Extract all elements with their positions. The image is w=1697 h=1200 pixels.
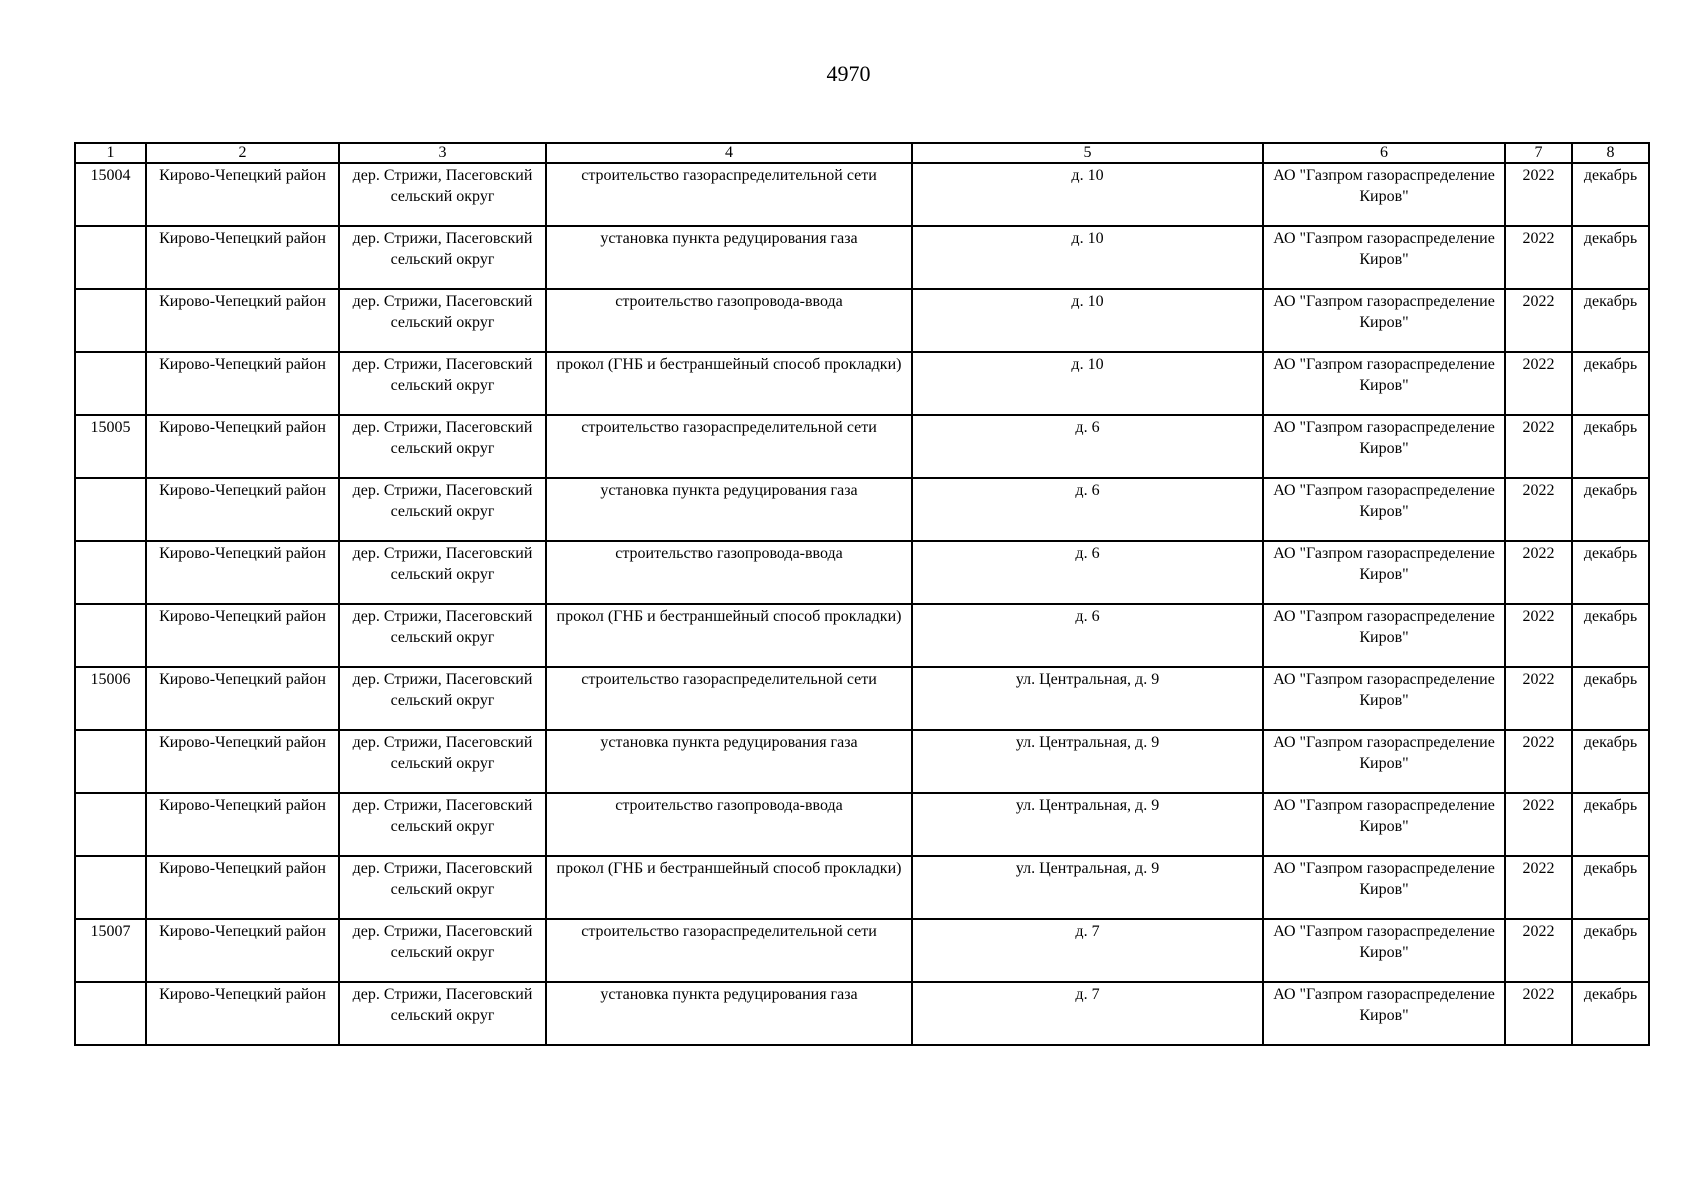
object-id-cell: [75, 856, 146, 919]
operator-cell: АО "Газпром газораспределение Киров": [1263, 478, 1505, 541]
work-type-cell: строительство газораспределительной сети: [546, 163, 912, 226]
operator-cell: АО "Газпром газораспределение Киров": [1263, 982, 1505, 1045]
month-cell: декабрь: [1572, 289, 1649, 352]
operator-cell: АО "Газпром газораспределение Киров": [1263, 730, 1505, 793]
operator-cell: АО "Газпром газораспределение Киров": [1263, 541, 1505, 604]
table-row: [75, 352, 1649, 415]
year-cell: 2022: [1505, 982, 1572, 1045]
district-cell: Кирово-Чепецкий район: [146, 352, 339, 415]
work-type-cell: строительство газораспределительной сети: [546, 667, 912, 730]
column-header: 6: [1263, 143, 1505, 163]
district-cell: Кирово-Чепецкий район: [146, 415, 339, 478]
address-cell: д. 10: [912, 226, 1263, 289]
table-row: [75, 415, 1649, 478]
year-cell: 2022: [1505, 352, 1572, 415]
month-cell: декабрь: [1572, 793, 1649, 856]
object-id-cell: [75, 793, 146, 856]
object-id-cell: [75, 541, 146, 604]
month-cell: декабрь: [1572, 856, 1649, 919]
object-id-cell: [75, 478, 146, 541]
district-cell: Кирово-Чепецкий район: [146, 604, 339, 667]
table-row: [75, 289, 1649, 352]
page-number: 4970: [826, 61, 871, 86]
operator-cell: АО "Газпром газораспределение Киров": [1263, 604, 1505, 667]
month-cell: декабрь: [1572, 163, 1649, 226]
year-cell: 2022: [1505, 289, 1572, 352]
object-id-cell: [75, 982, 146, 1045]
operator-cell: АО "Газпром газораспределение Киров": [1263, 793, 1505, 856]
table-row: [75, 541, 1649, 604]
address-cell: д. 6: [912, 478, 1263, 541]
gasification-table: [74, 142, 1650, 1046]
column-header: 7: [1505, 143, 1572, 163]
year-cell: 2022: [1505, 730, 1572, 793]
month-cell: декабрь: [1572, 919, 1649, 982]
table-row: [75, 226, 1649, 289]
locality-cell: дер. Стрижи, Пасеговский сельский округ: [339, 541, 546, 604]
year-cell: 2022: [1505, 919, 1572, 982]
column-header: 2: [146, 143, 339, 163]
column-header: 3: [339, 143, 546, 163]
column-header: 1: [75, 143, 146, 163]
object-id-cell: 15005: [75, 415, 146, 478]
address-cell: д. 7: [912, 982, 1263, 1045]
work-type-cell: установка пункта редуцирования газа: [546, 730, 912, 793]
address-cell: ул. Центральная, д. 9: [912, 856, 1263, 919]
column-header: 5: [912, 143, 1263, 163]
operator-cell: АО "Газпром газораспределение Киров": [1263, 289, 1505, 352]
work-type-cell: строительство газораспределительной сети: [546, 415, 912, 478]
address-cell: ул. Центральная, д. 9: [912, 730, 1263, 793]
locality-cell: дер. Стрижи, Пасеговский сельский округ: [339, 919, 546, 982]
year-cell: 2022: [1505, 856, 1572, 919]
address-cell: д. 10: [912, 163, 1263, 226]
object-id-cell: [75, 604, 146, 667]
locality-cell: дер. Стрижи, Пасеговский сельский округ: [339, 856, 546, 919]
locality-cell: дер. Стрижи, Пасеговский сельский округ: [339, 730, 546, 793]
operator-cell: АО "Газпром газораспределение Киров": [1263, 352, 1505, 415]
year-cell: 2022: [1505, 226, 1572, 289]
locality-cell: дер. Стрижи, Пасеговский сельский округ: [339, 163, 546, 226]
district-cell: Кирово-Чепецкий район: [146, 730, 339, 793]
district-cell: Кирово-Чепецкий район: [146, 667, 339, 730]
month-cell: декабрь: [1572, 478, 1649, 541]
month-cell: декабрь: [1572, 541, 1649, 604]
district-cell: Кирово-Чепецкий район: [146, 793, 339, 856]
table-row: [75, 667, 1649, 730]
table-row: [75, 604, 1649, 667]
work-type-cell: строительство газопровода-ввода: [546, 289, 912, 352]
table-row: [75, 793, 1649, 856]
district-cell: Кирово-Чепецкий район: [146, 856, 339, 919]
year-cell: 2022: [1505, 415, 1572, 478]
year-cell: 2022: [1505, 163, 1572, 226]
locality-cell: дер. Стрижи, Пасеговский сельский округ: [339, 667, 546, 730]
operator-cell: АО "Газпром газораспределение Киров": [1263, 856, 1505, 919]
district-cell: Кирово-Чепецкий район: [146, 478, 339, 541]
object-id-cell: 15006: [75, 667, 146, 730]
address-cell: д. 10: [912, 289, 1263, 352]
object-id-cell: [75, 352, 146, 415]
year-cell: 2022: [1505, 604, 1572, 667]
locality-cell: дер. Стрижи, Пасеговский сельский округ: [339, 982, 546, 1045]
address-cell: д. 6: [912, 541, 1263, 604]
address-cell: ул. Центральная, д. 9: [912, 667, 1263, 730]
month-cell: декабрь: [1572, 352, 1649, 415]
month-cell: декабрь: [1572, 667, 1649, 730]
table-row: [75, 856, 1649, 919]
locality-cell: дер. Стрижи, Пасеговский сельский округ: [339, 793, 546, 856]
locality-cell: дер. Стрижи, Пасеговский сельский округ: [339, 352, 546, 415]
locality-cell: дер. Стрижи, Пасеговский сельский округ: [339, 415, 546, 478]
column-header: 8: [1572, 143, 1649, 163]
month-cell: декабрь: [1572, 226, 1649, 289]
district-cell: Кирово-Чепецкий район: [146, 541, 339, 604]
table-row: [75, 730, 1649, 793]
district-cell: Кирово-Чепецкий район: [146, 982, 339, 1045]
work-type-cell: строительство газораспределительной сети: [546, 919, 912, 982]
district-cell: Кирово-Чепецкий район: [146, 163, 339, 226]
operator-cell: АО "Газпром газораспределение Киров": [1263, 667, 1505, 730]
table-row: [75, 478, 1649, 541]
month-cell: декабрь: [1572, 415, 1649, 478]
operator-cell: АО "Газпром газораспределение Киров": [1263, 919, 1505, 982]
header-row: [75, 143, 1649, 163]
operator-cell: АО "Газпром газораспределение Киров": [1263, 415, 1505, 478]
locality-cell: дер. Стрижи, Пасеговский сельский округ: [339, 289, 546, 352]
column-header: 4: [546, 143, 912, 163]
table-row: [75, 919, 1649, 982]
object-id-cell: 15007: [75, 919, 146, 982]
year-cell: 2022: [1505, 478, 1572, 541]
table-row: [75, 163, 1649, 226]
table-body: [75, 163, 1649, 1045]
address-cell: ул. Центральная, д. 9: [912, 793, 1263, 856]
operator-cell: АО "Газпром газораспределение Киров": [1263, 226, 1505, 289]
district-cell: Кирово-Чепецкий район: [146, 289, 339, 352]
district-cell: Кирово-Чепецкий район: [146, 919, 339, 982]
district-cell: Кирово-Чепецкий район: [146, 226, 339, 289]
work-type-cell: установка пункта редуцирования газа: [546, 982, 912, 1045]
month-cell: декабрь: [1572, 730, 1649, 793]
work-type-cell: прокол (ГНБ и бестраншейный способ прокладки): [546, 352, 912, 415]
work-type-cell: строительство газопровода-ввода: [546, 541, 912, 604]
object-id-cell: 15004: [75, 163, 146, 226]
year-cell: 2022: [1505, 793, 1572, 856]
work-type-cell: установка пункта редуцирования газа: [546, 478, 912, 541]
address-cell: д. 7: [912, 919, 1263, 982]
work-type-cell: строительство газопровода-ввода: [546, 793, 912, 856]
work-type-cell: прокол (ГНБ и бестраншейный способ прокладки): [546, 604, 912, 667]
object-id-cell: [75, 730, 146, 793]
operator-cell: АО "Газпром газораспределение Киров": [1263, 163, 1505, 226]
locality-cell: дер. Стрижи, Пасеговский сельский округ: [339, 478, 546, 541]
year-cell: 2022: [1505, 541, 1572, 604]
address-cell: д. 6: [912, 604, 1263, 667]
year-cell: 2022: [1505, 667, 1572, 730]
address-cell: д. 6: [912, 415, 1263, 478]
work-type-cell: прокол (ГНБ и бестраншейный способ прокладки): [546, 856, 912, 919]
locality-cell: дер. Стрижи, Пасеговский сельский округ: [339, 604, 546, 667]
object-id-cell: [75, 289, 146, 352]
object-id-cell: [75, 226, 146, 289]
address-cell: д. 10: [912, 352, 1263, 415]
table-row: [75, 982, 1649, 1045]
locality-cell: дер. Стрижи, Пасеговский сельский округ: [339, 226, 546, 289]
month-cell: декабрь: [1572, 604, 1649, 667]
month-cell: декабрь: [1572, 982, 1649, 1045]
work-type-cell: установка пункта редуцирования газа: [546, 226, 912, 289]
